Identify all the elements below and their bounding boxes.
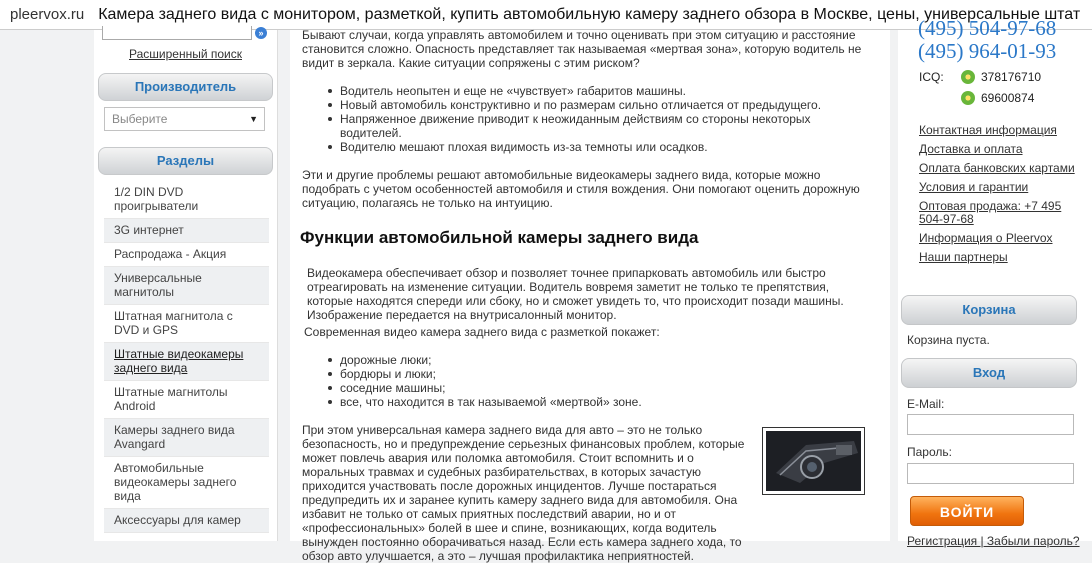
link-warranty[interactable]: Условия и гарантии	[919, 180, 1029, 194]
login-title[interactable]: Вход	[901, 358, 1077, 388]
info-links	[919, 124, 1087, 270]
paragraph: Современная видео камера заднего вида с разметкой покажет:	[304, 325, 660, 339]
main-content	[290, 28, 890, 563]
section-item[interactable]: Штатные магнитолы Android	[104, 381, 269, 419]
left-sidebar	[94, 30, 278, 541]
manufacturer-select[interactable]	[104, 107, 265, 131]
advanced-search-link[interactable]: Расширенный поиск	[129, 47, 242, 61]
section-item[interactable]: Распродажа - Акция	[104, 243, 269, 267]
list-item: бордюры и люки;	[328, 367, 873, 381]
section-heading: Функции автомобильной камеры заднего вида	[300, 228, 699, 247]
paragraph: Эти и другие проблемы решают автомобильные видеокамеры заднего вида, которые можно подобрать с учетом особенностей автомобиля и стиля вождения. Они помогают оценить дорожную ситуацию, полагаясь не только на интуицию.	[302, 168, 860, 210]
search-input[interactable]	[102, 26, 252, 40]
section-item[interactable]: Камеры заднего вида Avangard	[104, 419, 269, 457]
link-partners[interactable]: Наши партнеры	[919, 250, 1008, 264]
icq-label: ICQ:	[919, 70, 944, 84]
icq-number-1[interactable]: 378176710	[981, 70, 1042, 84]
tab-title: Камера заднего вида с монитором, разметкой, купить автомобильную камеру заднего обзора в Москве, цены, универсальные штат	[98, 5, 1081, 23]
link-about[interactable]: Информация о Pleervox	[919, 231, 1053, 245]
login-button[interactable]: ВОЙТИ	[910, 496, 1024, 526]
link-wholesale[interactable]: Оптовая продажа: +7 495 504-97-68	[919, 199, 1062, 226]
list-item: Напряженное движение приводит к неожиданным действиям со стороны некоторых водителей.	[328, 112, 873, 140]
camera-icon	[766, 431, 861, 491]
right-sidebar	[898, 16, 1092, 548]
link-contacts[interactable]: Контактная информация	[919, 123, 1057, 137]
email-label: E-Mail:	[907, 397, 945, 411]
list-item: дорожные люки;	[328, 353, 873, 367]
password-input[interactable]	[907, 463, 1074, 484]
section-item[interactable]: Автомобильные видеокамеры заднего вида	[104, 457, 269, 509]
section-item[interactable]: 3G интернет	[104, 219, 269, 243]
manufacturer-select-value: Выберите	[112, 112, 168, 126]
icq-number-2[interactable]: 69600874	[981, 91, 1035, 105]
manufacturer-title: Производитель	[98, 73, 273, 101]
search-area	[94, 30, 277, 47]
paragraph: Видеокамера обеспечивает обзор и позволяет точнее припарковать автомобиль или быстро отреагировать на изменение ситуации. Водитель вовремя заметит не только те препятствия, которые находятся спереди или сбоку, но и сможет увидеть то, что происходит позади машины. Изображение передается на внутрисалонный монитор.	[307, 266, 844, 322]
list-item: Новый автомобиль конструктивно и по размерам сильно отличается от предыдущего.	[328, 98, 873, 112]
section-item[interactable]: Штатная магнитола с DVD и GPS	[104, 305, 269, 343]
list-item: Водитель неопытен и еще не «чувствует» габаритов машины.	[328, 84, 873, 98]
tab-domain: pleervox.ru	[10, 6, 85, 23]
email-input[interactable]	[907, 414, 1074, 435]
intro-paragraph: Бывают случаи, когда управлять автомобилем и точно оценивать при этом ситуацию и расстояние становится сложно. Опасность представляет так называемая «мертвая зона», которую водитель не видит в зеркала. Какие ситуации сопряжены с этим риском?	[302, 28, 862, 70]
paragraph: При этом универсальная камера заднего вида для авто – это не только безопасность, но и предупреждение серьезных финансовых проблем, которые может повлечь авария или поломка автомобиля. Стоит вспомнить и о моральных травмах и судебных разбирательствах, в которых зачастую приходится участвовать после дорожных инцидентов. Лучше постараться предупредить их и заранее купить камеру заднего вида для автомобиля. Она избавит не только от самых приятных последствий аварии, но и от «профессиональных» болей в шее и спине, возникающих, когда водитель вынужден постоянно оборачиваться назад. Если есть камера заднего хода, то обзор авто улучшается, а это – лучшая профилактика неприятностей.	[302, 423, 745, 563]
list-item: Водителю мешают плохая видимость из-за темноты или осадков.	[328, 140, 873, 154]
icq-flower-icon	[961, 91, 975, 105]
section-item[interactable]: 1/2 DIN DVD проигрыватели	[104, 181, 269, 219]
cart-title[interactable]: Корзина	[901, 295, 1077, 325]
section-item[interactable]: Аксессуары для камер	[104, 509, 269, 533]
phone-1[interactable]: (495) 504-97-68	[918, 16, 1057, 40]
password-label: Пароль:	[907, 445, 952, 459]
register-link[interactable]: Регистрация | Забыли пароль?	[907, 534, 1080, 548]
list-item: соседние машины;	[328, 381, 873, 395]
product-image[interactable]	[762, 427, 865, 495]
section-item[interactable]: Универсальные магнитолы	[104, 267, 269, 305]
icq-flower-icon	[961, 70, 975, 84]
cart-status: Корзина пуста.	[907, 333, 990, 347]
sections-list	[104, 181, 269, 533]
sections-title: Разделы	[98, 147, 273, 175]
risk-list	[328, 84, 873, 154]
section-item-active[interactable]: Штатные видеокамеры заднего вида	[104, 343, 269, 381]
chevron-down-icon: ▼	[249, 114, 258, 124]
search-go-icon[interactable]: »	[255, 27, 267, 39]
link-delivery[interactable]: Доставка и оплата	[919, 142, 1023, 156]
list-item: все, что находится в так называемой «мертвой» зоне.	[328, 395, 873, 409]
phone-2[interactable]: (495) 964-01-93	[918, 39, 1057, 63]
link-card-payment[interactable]: Оплата банковских картами	[919, 161, 1075, 175]
show-list	[328, 353, 873, 409]
